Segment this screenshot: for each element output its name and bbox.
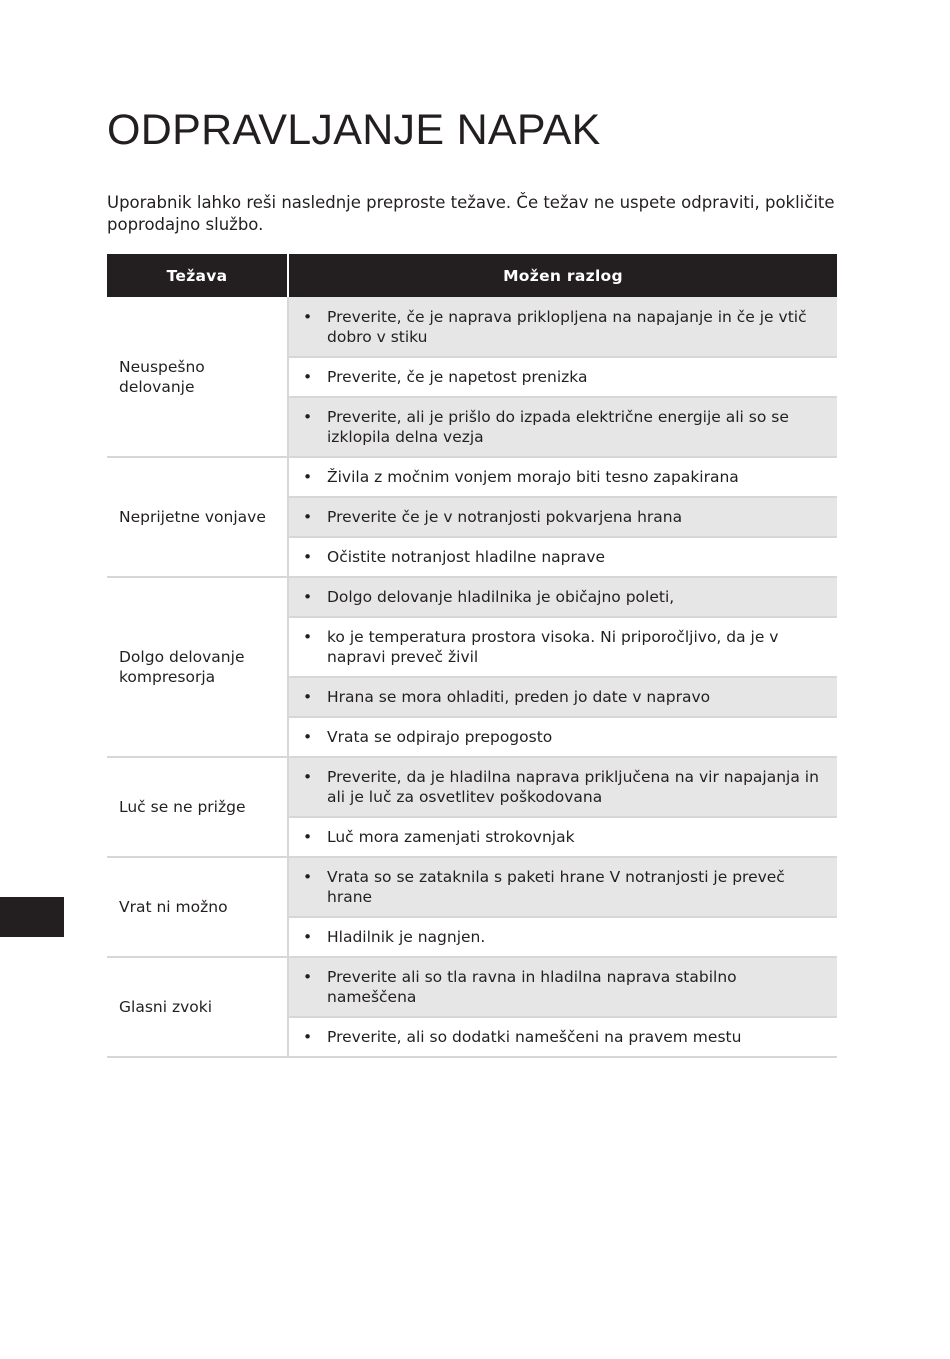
table-row: [107, 857, 837, 917]
bullet-icon: •: [303, 688, 313, 706]
cause-cell: [288, 717, 837, 757]
cause-cell: [288, 677, 837, 717]
bullet-icon: •: [303, 828, 313, 846]
table-header: [107, 254, 837, 297]
table-row: [107, 577, 837, 617]
page-title: ODPRAVLJANJE NAPAK: [107, 106, 601, 154]
cause-text: Preverite, če je naprava priklopljena na napajanje in če je vtič dobro v stiku: [327, 307, 807, 346]
cause-text: Preverite, če je napetost prenizka: [327, 368, 588, 386]
intro-paragraph: Uporabnik lahko reši naslednje preproste težave. Če težav ne uspete odpraviti, pokličite poprodajno službo.: [107, 193, 835, 234]
bullet-icon: •: [303, 468, 313, 486]
table-row: [107, 297, 837, 357]
bullet-icon: •: [303, 968, 313, 986]
cause-text: Preverite če je v notranjosti pokvarjena hrana: [327, 508, 683, 526]
bullet-icon: •: [303, 368, 313, 386]
bullet-icon: •: [303, 628, 313, 646]
header-row: [107, 254, 837, 297]
table-row: [107, 957, 837, 1017]
table-row: [107, 457, 837, 497]
cause-text: Preverite, ali je prišlo do izpada električne energije ali so se izklopila delna vezja: [327, 408, 789, 446]
cause-text: Preverite, da je hladilna naprava priključena na vir napajanja in ali je luč za osvetlitev poškodovana: [327, 768, 819, 806]
cause-cell: [288, 297, 837, 357]
header-cause: Možen razlog: [288, 254, 837, 297]
cause-text: Luč mora zamenjati strokovnjak: [327, 828, 575, 846]
bullet-icon: •: [303, 728, 313, 746]
cause-cell: [288, 497, 837, 537]
cause-cell: [288, 1017, 837, 1057]
cause-cell: [288, 957, 837, 1017]
header-problem: Težava: [107, 254, 288, 297]
cause-text: Dolgo delovanje hladilnika je običajno poleti,: [327, 588, 675, 606]
bullet-icon: •: [303, 768, 313, 786]
chapter-tab-marker: [0, 897, 64, 937]
problem-cell: Luč se ne prižge: [107, 757, 288, 857]
cause-text: Živila z močnim vonjem morajo biti tesno zapakirana: [327, 468, 739, 486]
problem-cell: Glasni zvoki: [107, 957, 288, 1057]
cause-text: ko je temperatura prostora visoka. Ni priporočljivo, da je v napravi preveč živil: [327, 628, 779, 666]
cause-cell: [288, 817, 837, 857]
bullet-icon: •: [303, 1028, 313, 1046]
cause-cell: [288, 357, 837, 397]
bullet-icon: •: [303, 868, 313, 886]
cause-cell: [288, 537, 837, 577]
problem-cell: Neprijetne vonjave: [107, 457, 288, 577]
cause-cell: [288, 397, 837, 457]
bullet-icon: •: [303, 508, 313, 526]
cause-text: Očistite notranjost hladilne naprave: [327, 548, 606, 566]
cause-cell: [288, 457, 837, 497]
cause-cell: [288, 857, 837, 917]
problem-cell: Dolgo delovanje kompresorja: [107, 577, 288, 757]
cause-cell: [288, 757, 837, 817]
bullet-icon: •: [303, 928, 313, 946]
bullet-icon: •: [303, 548, 313, 566]
cause-text: Vrata se odpirajo prepogosto: [327, 728, 553, 746]
bullet-icon: •: [303, 588, 313, 606]
problem-cell: Neuspešno delovanje: [107, 297, 288, 457]
problem-cell: Vrat ni možno: [107, 857, 288, 957]
cause-text: Hladilnik je nagnjen.: [327, 928, 486, 946]
cause-cell: [288, 617, 837, 677]
bullet-icon: •: [303, 307, 313, 326]
cause-text: Vrata so se zataknila s paketi hrane V notranjosti je preveč hrane: [327, 868, 785, 906]
troubleshooting-table: [107, 254, 837, 1058]
table-row: [107, 757, 837, 817]
cause-text: Preverite, ali so dodatki nameščeni na pravem mestu: [327, 1028, 742, 1046]
cause-text: Preverite ali so tla ravna in hladilna naprava stabilno nameščena: [327, 968, 737, 1006]
cause-text: Hrana se mora ohladiti, preden jo date v napravo: [327, 688, 711, 706]
cause-cell: [288, 577, 837, 617]
cause-cell: [288, 917, 837, 957]
bullet-icon: •: [303, 408, 313, 426]
